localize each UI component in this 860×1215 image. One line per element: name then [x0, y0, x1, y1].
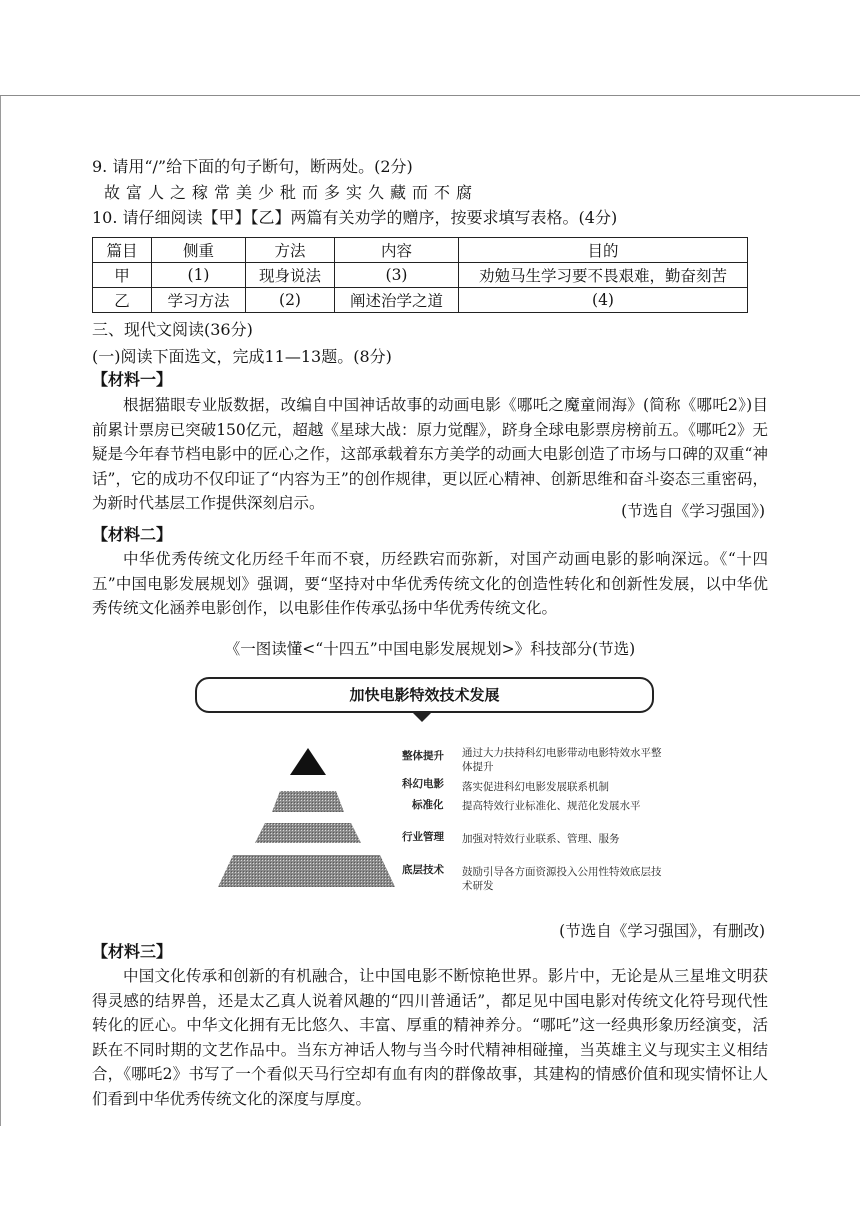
pyramid-diagram	[205, 740, 405, 890]
figure-level-desc: 通过大力扶持科幻电影带动电影特效水平整体提升	[462, 747, 662, 773]
table-header-cell: 内容	[335, 238, 459, 263]
figure-level-label: 整体提升	[402, 750, 444, 762]
material-3-heading: 【材料三】	[92, 942, 173, 961]
figure-level-label: 行业管理	[402, 831, 444, 843]
figure-level-desc: 加强对特效行业联系、管理、服务	[462, 833, 620, 845]
figure-banner: 加快电影特效技术发展	[195, 677, 654, 713]
table-row	[93, 263, 748, 288]
table-header-cell: 方法	[246, 238, 335, 263]
banner-pointer-icon	[411, 711, 433, 722]
section-3-title: 三、现代文阅读(36分)	[92, 320, 253, 339]
table-header-cell: 侧重	[152, 238, 246, 263]
pyramid-tier-3	[255, 823, 361, 843]
table-header-cell: 目的	[459, 238, 748, 263]
question-10-prompt: 10. 请仔细阅读【甲】【乙】两篇有关劝学的赠序，按要求填写表格。(4分)	[92, 208, 618, 227]
figure-level-label: 科幻电影	[402, 778, 444, 790]
figure-title: 《一图读懂<“十四五”中国电影发展规划>》科技部分(节选)	[224, 640, 636, 658]
pyramid-tier-4	[218, 855, 395, 887]
table-cell: (4)	[459, 288, 748, 313]
table-cell: 劝勉马生学习要不畏艰难，勤奋刻苦	[459, 263, 748, 288]
figure-level-desc: 提高特效行业标准化、规范化发展水平	[462, 800, 641, 812]
material-2-text: 中华优秀传统文化历经千年而不衰，历经跌宕而弥新，对国产动画电影的影响深远。《“十四五”中国电影发展规划》强调，要“坚持对中华优秀传统文化的创造性转化和创新性发展，以中华优秀传统文化涵养电影创作，以电影佳作传承弘扬中华优秀传统文化。	[92, 550, 768, 617]
question-9-prompt: 9. 请用“/”给下面的句子断句，断两处。(2分)	[92, 157, 413, 176]
table-cell: (2)	[246, 288, 335, 313]
material-1-text: 根据猫眼专业版数据，改编自中国神话故事的动画电影《哪吒之魔童闹海》(简称《哪吒2》)目前累计票房已突破150亿元，超越《星球大战：原力觉醒》，跻身全球电影票房榜前五。《哪吒2》无疑是今年春节档电影中的匠心之作，这部承载着东方美学的动画大电影创造了市场与口碑的双重“神话”，它的成功不仅印证了“内容为王”的创作规律，更以匠心精神、创新思维和奋斗姿态三重密码，为新时代基层工作提供深刻启示。	[92, 396, 768, 512]
figure-level-desc: 落实促进科幻电影发展联系机制	[462, 781, 609, 793]
figure-level-label: 标准化	[412, 799, 444, 811]
table-row	[93, 288, 748, 313]
material-2-heading: 【材料二】	[92, 525, 173, 544]
table-cell: 乙	[93, 288, 152, 313]
figure-level-label: 底层技术	[402, 864, 444, 876]
question-10-table	[92, 237, 748, 313]
table-cell: 阐述治学之道	[335, 288, 459, 313]
table-cell: 甲	[93, 263, 152, 288]
material-1-source: (节选自《学习强国》)	[621, 502, 765, 520]
table-cell: 学习方法	[152, 288, 246, 313]
subsection-1-instructions: (一)阅读下面选文，完成11—13题。(8分)	[92, 347, 392, 366]
figure-level-desc: 鼓励引导各方面资源投入公用性特效底层技术研发	[462, 866, 662, 892]
table-header-cell: 篇目	[93, 238, 152, 263]
question-9-sentence: 故富人之稼常美少秕而多实久藏而不腐	[104, 183, 479, 202]
table-header-row	[93, 238, 748, 263]
material-2-source: (节选自《学习强国》，有删改)	[559, 922, 765, 940]
pyramid-tier-top	[290, 748, 326, 775]
table-cell: 现身说法	[246, 263, 335, 288]
material-3-text: 中国文化传承和创新的有机融合，让中国电影不断惊艳世界。影片中，无论是从三星堆文明获得灵感的结界兽，还是太乙真人说着风趣的“四川普通话”，都足见中国电影对传统文化符号现代性转化的匠心。中华文化拥有无比悠久、丰富、厚重的精神养分。“哪吒”这一经典形象历经演变，活跃在不同时期的文艺作品中。当东方神话人物与当今时代精神相碰撞，当英雄主义与现实主义相结合，《哪吒2》书写了一个看似天马行空却有血有肉的群像故事，其建构的情感价值和现实情怀让人们看到中华优秀传统文化的深度与厚度。	[92, 967, 768, 1108]
table-cell: (1)	[152, 263, 246, 288]
material-1-heading: 【材料一】	[92, 370, 173, 389]
table-cell: (3)	[335, 263, 459, 288]
pyramid-tier-2	[272, 791, 344, 812]
